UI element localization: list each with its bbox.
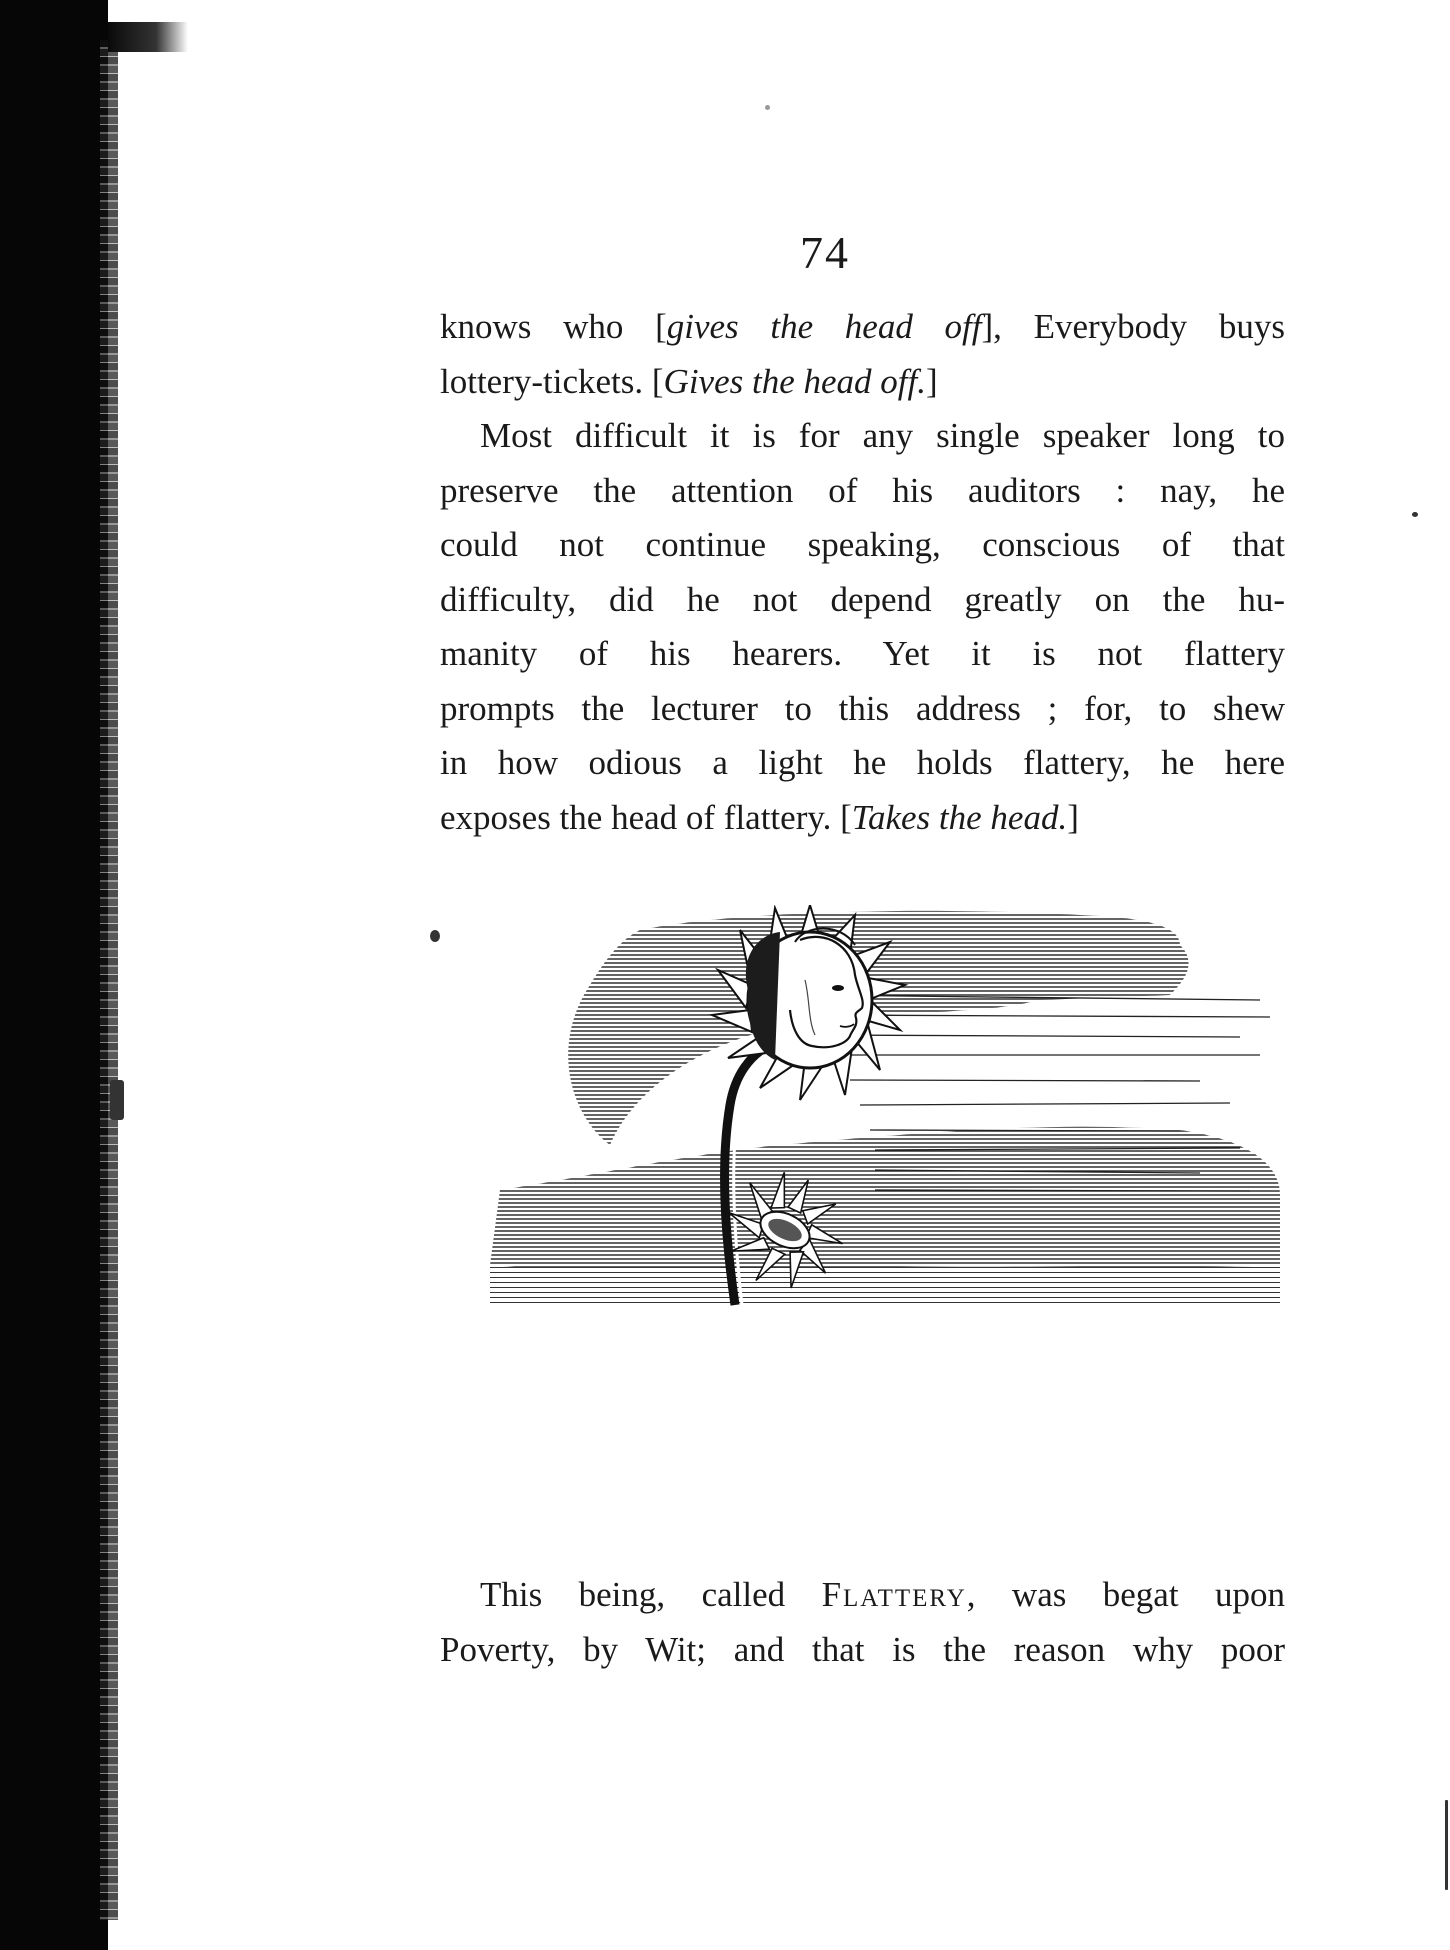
- page-gutter-edge: [100, 40, 118, 1920]
- text-run: Poverty, by Wit; and that is the reason why poor: [440, 1629, 1285, 1669]
- paragraph-1: [440, 300, 1285, 845]
- text-run: in how odious a light he holds flattery, he here: [440, 743, 1285, 782]
- italic-stage-direction: Takes the head.: [851, 797, 1068, 837]
- text-line: [440, 627, 1285, 682]
- eye: [832, 985, 844, 991]
- paragraph-2: [440, 1568, 1285, 1677]
- ground-hatching: [490, 1127, 1280, 1270]
- italic-stage-direction: gives the head off: [666, 307, 982, 346]
- text-line: [440, 791, 1285, 846]
- text-run: ]: [925, 361, 938, 401]
- text-run: This being, called: [480, 1575, 822, 1614]
- flattery-sunflower-illustration: [480, 905, 1285, 1505]
- text-run: prompts the lecturer to this address ; for, to shew: [440, 688, 1285, 728]
- text-run: exposes the head of flattery. [: [440, 797, 852, 837]
- foreground-hatching: [490, 1265, 1280, 1305]
- italic-stage-direction: Gives the head off.: [663, 361, 926, 401]
- text-line: [440, 682, 1285, 737]
- text-run: preserve the attention of his auditors : nay, he: [440, 470, 1285, 510]
- text-run: could not continue speaking, conscious of that: [440, 525, 1285, 564]
- ink-speck: [1412, 512, 1418, 517]
- text-line: [440, 464, 1285, 519]
- text-run: lottery-tickets. [: [440, 361, 664, 401]
- text-line: [440, 355, 1285, 410]
- text-run: manity of his hearers. Yet it is not flattery: [440, 634, 1285, 673]
- text-run: , was begat upon: [966, 1575, 1285, 1614]
- text-line: [440, 736, 1285, 791]
- text-line: [440, 573, 1285, 628]
- text-run: Flattery: [821, 1575, 967, 1614]
- page-number: 74: [800, 227, 850, 278]
- text-line: [440, 1568, 1285, 1623]
- text-run: Most difficult it is for any single speaker long to: [480, 416, 1285, 455]
- text-line: [440, 409, 1285, 464]
- ink-speck: [110, 1080, 124, 1120]
- text-run: ], Everybody buys: [981, 307, 1285, 346]
- text-line: [440, 300, 1285, 355]
- book-spine-shadow: [0, 0, 108, 1950]
- ink-speck: [765, 105, 770, 110]
- ink-speck: [430, 930, 440, 942]
- text-run: ]: [1067, 797, 1079, 837]
- text-run: knows who [: [440, 307, 667, 346]
- text-run: difficulty, did he not depend greatly on the hu-: [440, 579, 1285, 619]
- text-line: [440, 1623, 1285, 1678]
- gutter-notch: [108, 22, 188, 52]
- ink-speck: [1445, 1800, 1448, 1890]
- text-line: [440, 518, 1285, 573]
